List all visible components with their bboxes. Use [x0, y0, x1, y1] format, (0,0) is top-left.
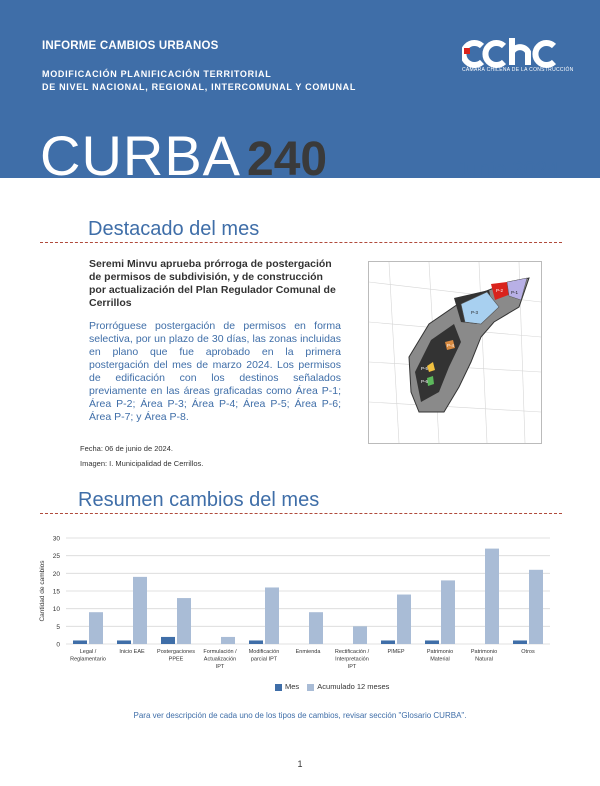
x-tick-label: Actualización: [203, 656, 237, 663]
legend-label-mes: Mes: [285, 682, 300, 691]
bar-acumulado: [177, 598, 191, 644]
bar-acumulado: [485, 549, 499, 644]
map-label-p2: P-2: [496, 288, 504, 293]
x-tick-label: Natural: [475, 656, 493, 663]
map-label-p5: P-5: [421, 366, 429, 371]
x-tick-label: Legal /: [79, 649, 97, 655]
featured-image-credit: Imagen: I. Municipalidad de Cerrillos.: [80, 459, 204, 468]
x-tick-label: Material: [430, 656, 450, 663]
bar-mes: [161, 637, 175, 644]
x-tick-label: Formulación /: [203, 649, 237, 655]
x-tick-label: Postergaciones: [157, 649, 195, 655]
subtitle-line-1: MODIFICACIÓN PLANIFICACIÓN TERRITORIAL: [42, 69, 272, 79]
report-subtitle: [42, 68, 356, 94]
page-number: 1: [297, 759, 303, 769]
issue-date: Junio 2024: [456, 158, 559, 181]
y-tick-label: 15: [52, 588, 60, 596]
x-tick-label: Patrimonio: [426, 649, 454, 655]
y-tick-label: 25: [52, 553, 60, 561]
y-tick-label: 0: [56, 641, 60, 649]
x-tick-label: Modificación: [248, 649, 280, 655]
bar-acumulado: [309, 612, 323, 644]
bar-mes: [513, 640, 527, 644]
title-curba: CURBA: [40, 124, 242, 187]
bar-mes: [381, 640, 395, 644]
featured-headline: Seremi Minvu aprueba prórroga de postergación de permisos de subdivisión, y de construcción por actualización del Plan Regulador Comunal de Cerrillos: [89, 258, 336, 309]
bar-acumulado: [353, 626, 367, 644]
featured-body: Prorróguese postergación de permisos en forma selectiva, por un plazo de 30 días, las zonas incluidas en plano que fue aprobado en la primera postergación del mes de marzo 2024. Los permisos de edificación con los destinos señalados previamente en las áreas graficadas como Área P-1; Área P-2; Área P-3; Área P-4; Área P-5; Área P-6; Área P-7; y Área P-8.: [89, 320, 341, 423]
section-title-summary: Resumen cambios del mes: [78, 489, 320, 511]
map-label-p3: P-3: [471, 310, 479, 315]
zoning-map: [369, 262, 541, 443]
y-tick-label: 20: [52, 570, 60, 578]
x-tick-label: parcial IPT: [250, 656, 278, 663]
bar-mes: [117, 640, 131, 644]
header-banner: [0, 0, 600, 187]
report-label: INFORME CAMBIOS URBANOS: [42, 40, 219, 52]
y-tick-label: 5: [56, 623, 60, 631]
bar-acumulado: [441, 580, 455, 644]
map-label-p4: P-4: [447, 343, 455, 348]
x-tick-label: Enmienda: [295, 649, 321, 655]
y-tick-label: 30: [52, 535, 60, 543]
issue-title: [40, 124, 328, 187]
bar-acumulado: [221, 637, 235, 644]
x-tick-label: IPT: [215, 664, 225, 670]
legend-label-acumulado: Acumulado 12 meses: [317, 682, 390, 691]
y-axis-label: Cantidad de cambios: [39, 560, 46, 622]
bar-acumulado: [529, 570, 543, 644]
x-tick-label: IPT: [347, 664, 357, 670]
subtitle-line-2: DE NIVEL NACIONAL, REGIONAL, INTERCOMUNAL Y COMUNAL: [42, 82, 357, 92]
bar-acumulado: [89, 612, 103, 644]
map-label-p1: P-1: [511, 290, 519, 295]
section-title-featured: Destacado del mes: [88, 218, 260, 240]
bar-mes: [425, 640, 439, 644]
bar-mes: [249, 640, 263, 644]
map-label-p6: P-6: [421, 379, 429, 384]
bar-acumulado: [133, 577, 147, 644]
legend-swatch-acumulado: [307, 684, 314, 691]
x-tick-label: Rectificación /: [334, 649, 370, 655]
logo-caption: CÁMARA CHILENA DE LA CONSTRUCCIÓN: [462, 67, 574, 73]
glossary-note: Para ver descripción de cada uno de los tipos de cambios, revisar sección "Glosario CURBA".: [133, 711, 467, 720]
x-tick-label: Reglamentario: [70, 656, 106, 663]
x-tick-label: Inicio EAE: [119, 649, 145, 655]
x-tick-label: Interpretación: [335, 656, 369, 663]
featured-map-image: [368, 261, 542, 444]
section-divider: [40, 242, 562, 243]
x-tick-label: PIMEP: [387, 649, 405, 655]
x-tick-label: PPEE: [168, 656, 184, 663]
section-divider-summary: [40, 513, 562, 514]
bar-mes: [73, 640, 87, 644]
bar-acumulado: [265, 587, 279, 644]
featured-date: Fecha: 06 de junio de 2024.: [80, 444, 173, 453]
title-number: 240: [247, 133, 328, 186]
changes-bar-chart: [0, 525, 600, 685]
x-tick-label: Otros: [521, 649, 535, 655]
legend-swatch-mes: [275, 684, 282, 691]
chart-legend: [275, 682, 389, 691]
y-tick-label: 10: [52, 606, 60, 614]
bar-acumulado: [397, 595, 411, 644]
x-tick-label: Patrimonio: [470, 649, 498, 655]
